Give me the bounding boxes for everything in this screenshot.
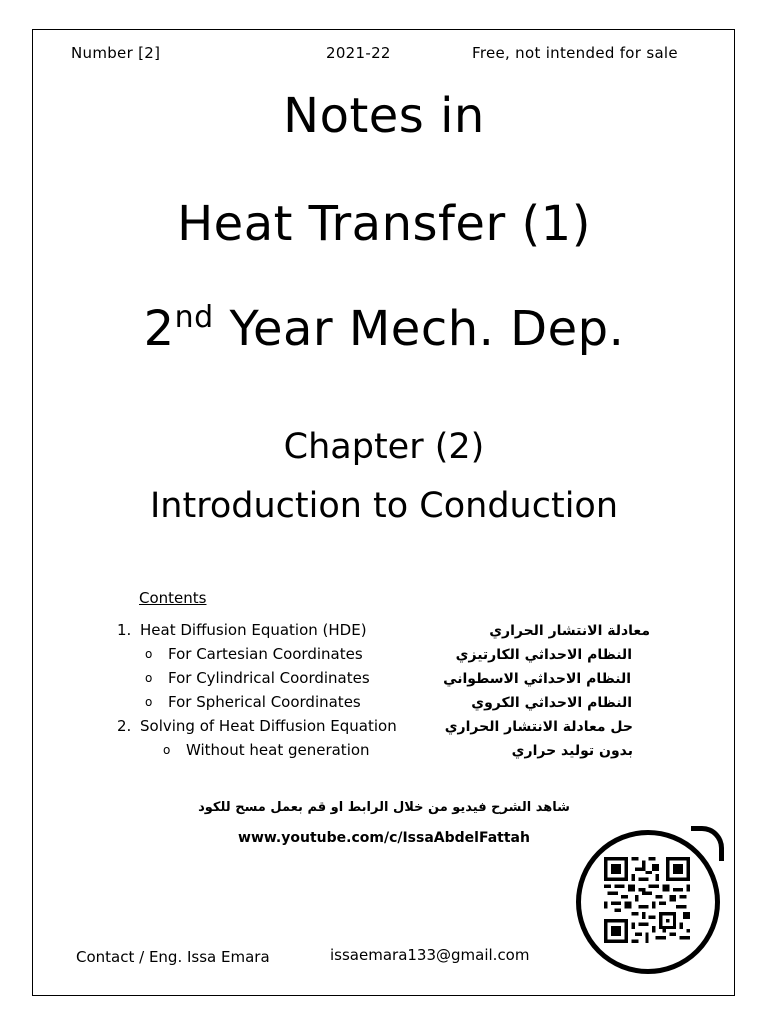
title-line-1: Notes in [283,88,485,144]
issue-number: Number [2] [71,44,161,62]
list-bullet: o [163,743,171,757]
list-item-ar: بدون توليد حراري [511,743,633,759]
youtube-link[interactable]: www.youtube.com/c/IssaAbdelFattah [238,830,530,846]
list-item-ar: حل معادلة الانتشار الحراري [444,719,633,735]
list-item-ar: معادلة الانتشار الحراري [489,623,650,639]
list-item-en: Solving of Heat Diffusion Equation [140,717,397,735]
qr-code-icon[interactable] [604,857,690,943]
video-note: شاهد الشرح فيديو من خلال الرابط او قم بعمل مسح للكود [198,800,570,815]
list-marker: 1. [117,621,132,639]
list-item-en: Heat Diffusion Equation (HDE) [140,621,367,639]
title-line-3 [0,300,768,357]
list-item-ar: النظام الاحداثي الكروي [471,695,632,711]
list-bullet: o [145,695,153,709]
title-line-2: Heat Transfer (1) [177,196,591,252]
list-item-en: For Cartesian Coordinates [168,645,363,663]
list-item-en: For Cylindrical Coordinates [168,669,370,687]
chapter-number: Chapter (2) [283,427,485,467]
chapter-name: Introduction to Conduction [149,486,619,526]
year-ordinal: nd [174,300,214,335]
list-bullet: o [145,671,153,685]
year-department: Year Mech. Dep. [213,301,625,357]
academic-year: 2021-22 [326,44,391,62]
list-item-ar: النظام الاحداثي الكارتيزي [455,647,632,663]
contact-email[interactable]: issaemara133@gmail.com [330,946,530,964]
contents-heading: Contents [139,589,207,607]
list-bullet: o [145,647,153,661]
list-item-en: Without heat generation [186,741,370,759]
free-notice: Free, not intended for sale [472,44,678,62]
list-item-ar: النظام الاحداثي الاسطواني [443,671,631,687]
year-number: 2 [143,301,175,357]
list-marker: 2. [117,717,132,735]
contact-name: Contact / Eng. Issa Emara [76,948,270,966]
list-item-en: For Spherical Coordinates [168,693,361,711]
